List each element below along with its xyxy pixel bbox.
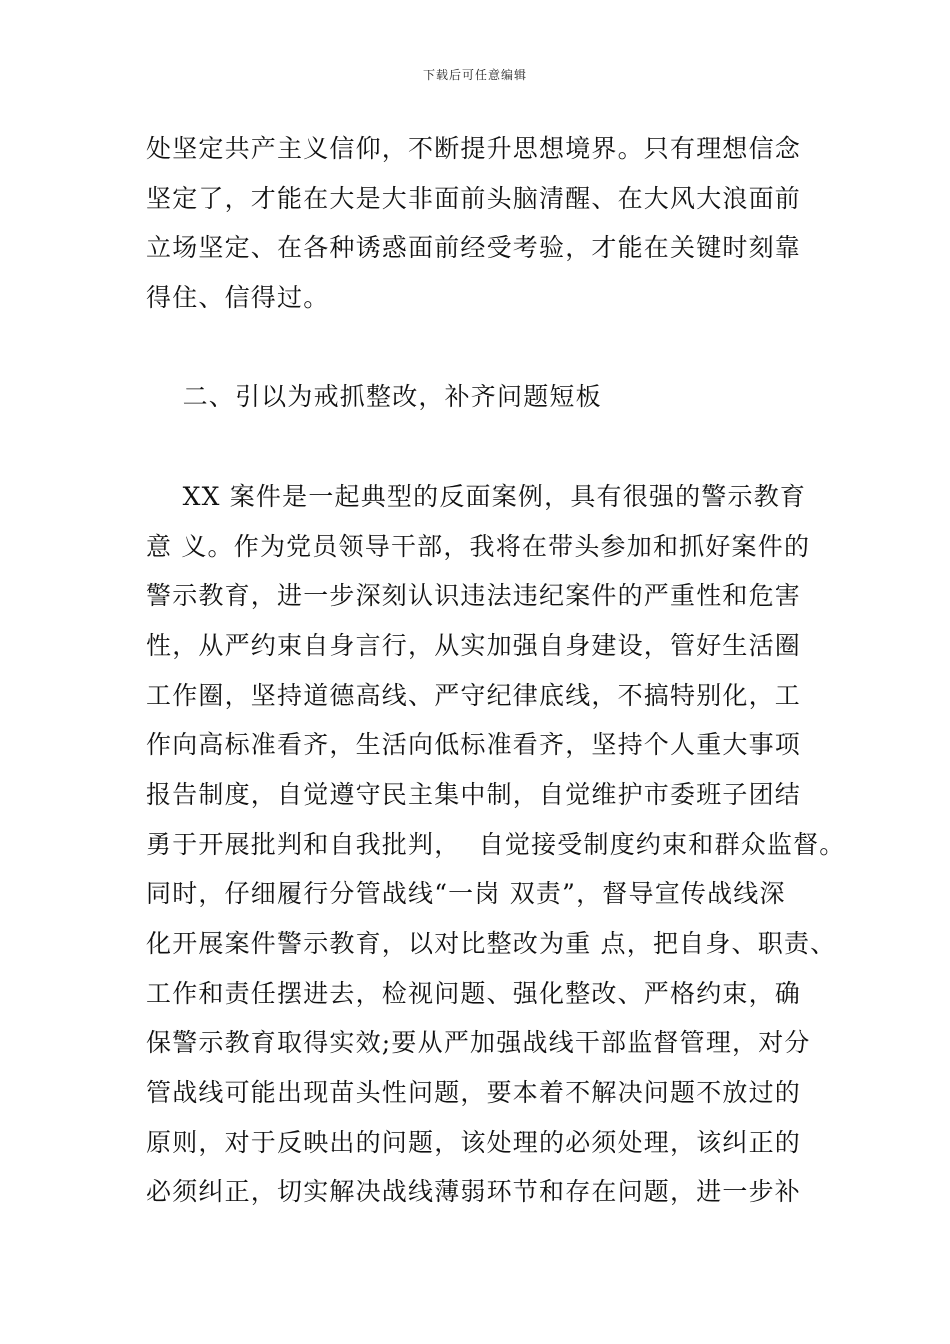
body-line: 作向高标准看齐，生活向低标准看齐，坚持个人重大事项 (146, 730, 802, 759)
body-line: 报告制度，自觉遵守民主集中制，自觉维护市委班子团结 (146, 780, 802, 809)
body-line: 原则，对于反映出的问题，该处理的必须处理，该纠正的 (146, 1128, 802, 1157)
body-line: 处坚定共产主义信仰，不断提升思想境界。只有理想信念 (146, 134, 802, 163)
body-line: 得住、信得过。 (146, 283, 330, 312)
body-line: 化开展案件警示教育，以对比整改为重 点，把自身、职责、 (146, 929, 837, 958)
body-line: 管战线可能出现苗头性问题，要本着不解决问题不放过的 (146, 1078, 802, 1107)
body-line: 工作圈，坚持道德高线、严守纪律底线，不搞特别化，工 (146, 681, 802, 710)
body-line: 性，从严约束自身言行，从实加强自身建设，管好生活圈 (146, 631, 802, 660)
body-line: 意 义。作为党员领导干部，我将在带头参加和抓好案件的 (146, 532, 811, 561)
body-line: 工作和责任摆进去，检视问题、强化整改、严格约束，确 (146, 979, 802, 1008)
body-line: 同时，仔细履行分管战线“一岗 双责”，督导宣传战线深 (146, 879, 786, 908)
header-note: 下载后可任意编辑 (422, 68, 527, 82)
body-line: 坚定了，才能在大是大非面前头脑清醒、在大风大浪面前 (146, 184, 802, 213)
body-line: 勇于开展批判和自我批判， 自觉接受制度约束和群众监督。 (146, 830, 846, 859)
body-line: 警示教育，进一步深刻认识违法违纪案件的严重性和危害 (146, 581, 802, 610)
body-line: 立场坚定、在各种诱惑面前经受考验，才能在关键时刻靠 (146, 233, 802, 262)
section-heading: 二、引以为戒抓整改，补齐问题短板 (146, 382, 602, 411)
body-line: XX 案件是一起典型的反面案例，具有很强的警示教育 (146, 482, 807, 511)
body-line: 保警示教育取得实效;要从严加强战线干部监督管理，对分 (146, 1028, 811, 1057)
body-line: 必须纠正，切实解决战线薄弱环节和存在问题，进一步补 (146, 1177, 802, 1206)
